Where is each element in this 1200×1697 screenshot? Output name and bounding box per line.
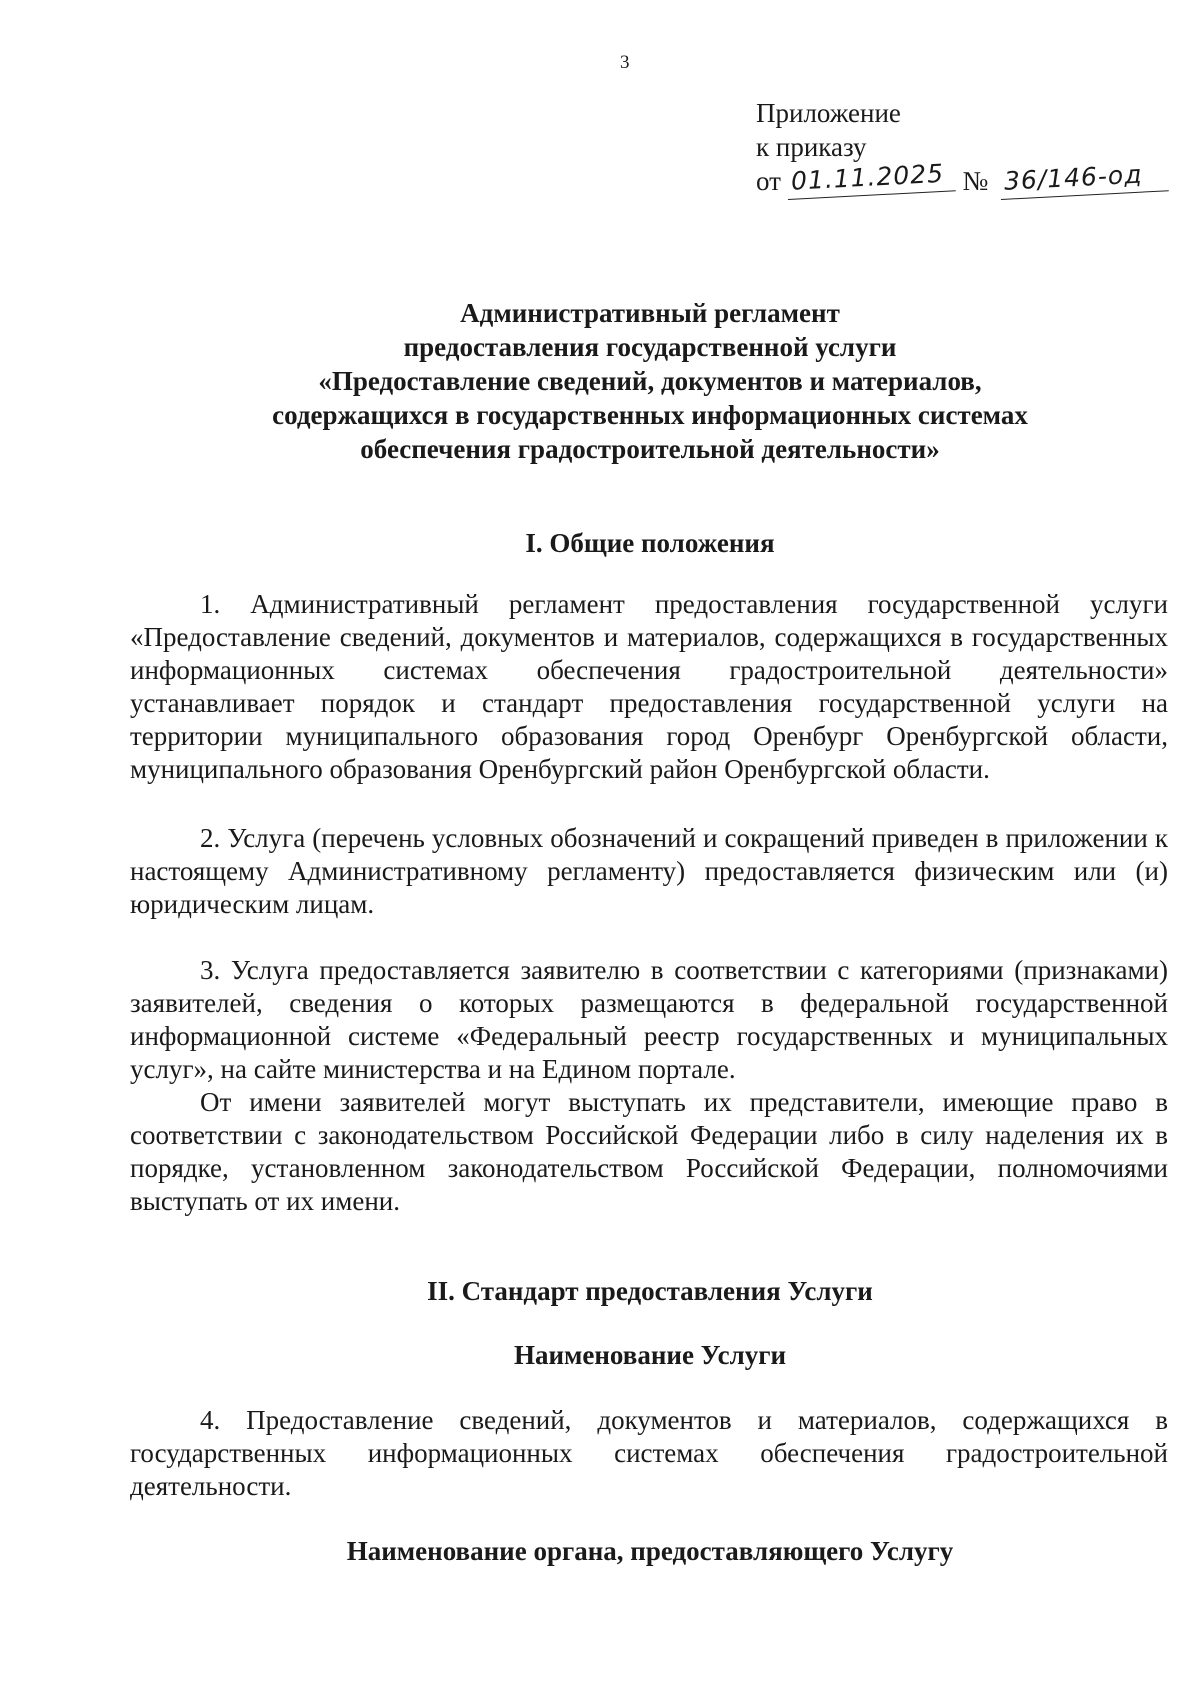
appendix-order-label: к приказу (756, 132, 867, 162)
paragraph-4: 4. Предоставление сведений, документов и материалов, содержащихся в государственных информационных системах обеспечения градостроительной деятельности. (130, 1405, 1168, 1501)
handwritten-order-number: 36/146-од (999, 156, 1169, 200)
section-2-heading: II. Стандарт предоставления Услуги (427, 1276, 873, 1306)
title-line-4: содержащихся в государственных информационных системах (272, 400, 1028, 430)
title-line-5: обеспечения градостроительной деятельности» (360, 434, 940, 464)
subsection-service-name-heading: Наименование Услуги (513, 1340, 787, 1370)
paragraph-3-continuation: От имени заявителей могут выступать их представители, имеющие право в соответствии с законодательством Российской Федерации либо в силу наделения их в порядке, установленном законодательством Российской Федерации, полномочиями выступать от их имени. (130, 1087, 1168, 1216)
appendix-label: Приложение (756, 98, 901, 128)
title-line-1: Административный регламент (460, 298, 840, 328)
paragraph-2: 2. Услуга (перечень условных обозначений и сокращений приведен в приложении к настоящему Административному регламенту) предоставляется физическим или (и) юридическим лицам. (130, 823, 1168, 919)
from-label: от (756, 166, 781, 196)
subsection-authority-heading: Наименование органа, предоставляющего Услугу (346, 1536, 954, 1566)
title-line-2: предоставления государственной услуги (403, 332, 897, 362)
paragraph-3: 3. Услуга предоставляется заявителю в соответствии с категориями (признаками) заявителей, сведения о которых размещаются в федеральной государственной информационной системе «Федеральный реестр государственных и муниципальных услуг», на сайте министерства и на Едином портале. (130, 955, 1168, 1084)
handwritten-date: 01.11.2025 (786, 156, 956, 200)
paragraph-1: 1. Административный регламент предоставления государственной услуги «Предоставление сведений, документов и материалов, содержащихся в государственных информационных системах обеспечения градостроительной деятельности» устанавливает порядок и стандарт предоставления государственной услуги на территории муниципального образования город Оренбург Оренбургской области, муниципального образования Оренбургский район Оренбургской области. (130, 589, 1168, 784)
title-line-3: «Предоставление сведений, документов и материалов, (318, 366, 982, 396)
appendix-block (756, 96, 1169, 200)
section-1-heading: I. Общие положения (525, 528, 775, 558)
number-label: № (962, 166, 989, 196)
document-title (140, 296, 1160, 466)
appendix-date-number-line (756, 158, 1169, 200)
page-number: 3 (620, 52, 630, 73)
